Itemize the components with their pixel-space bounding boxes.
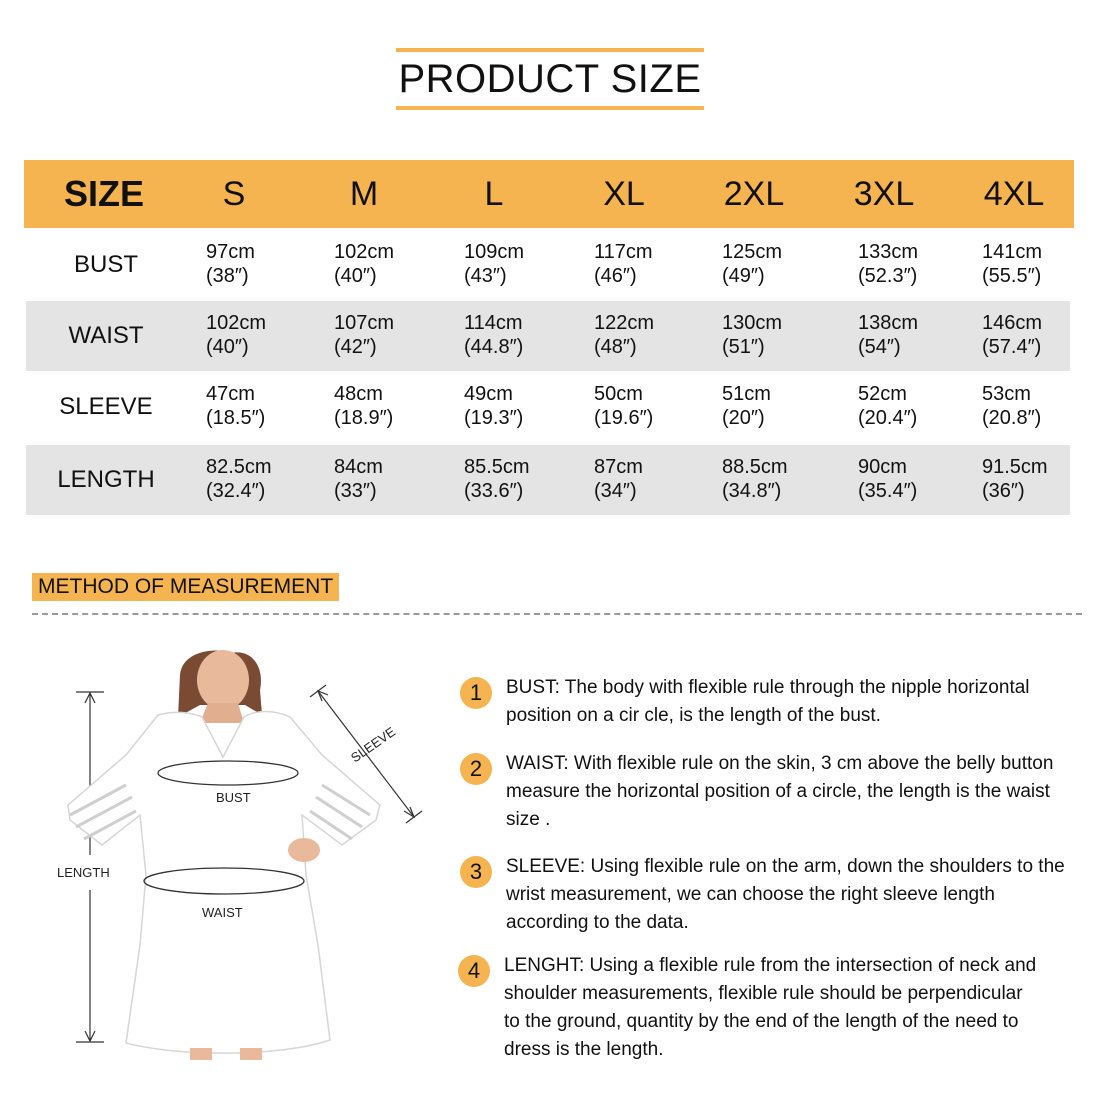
step-4-badge: 4 [458,955,490,987]
step-1-text: BUST: The body with flexible rule through the nipple horizontal position on a cir cle, is the length of the bust. [506,677,1030,726]
cell-cm: 117cm [594,241,653,263]
table-cell [464,240,584,288]
table-cell [334,240,454,288]
cell-inch: (55.5″) [982,265,1042,287]
step-4-text: LENGHT: Using a flexible rule from the intersection of neck and shoulder measurements, flexible rule should be perpendicular to the ground, quantity by the end of the length of the need to dress is the length. [504,955,1037,1060]
cell-cm: 51cm [722,383,771,405]
header-3xl: 3XL [853,175,915,213]
title-rule-top [396,48,704,52]
dress-illustration [40,645,440,1065]
table-row-bust [26,230,1070,300]
cell-inch: (33.6″) [464,480,524,502]
cell-inch: (34.8″) [722,480,782,502]
header-size: SIZE [63,173,144,214]
page-title: PRODUCT SIZE [398,57,702,101]
cell-inch: (52.3″) [858,265,918,287]
cell-inch: (57.4″) [982,336,1042,358]
cell-inch: (19.6″) [594,407,654,429]
table-cell [206,455,326,503]
header-s: S [222,175,246,213]
cell-inch: (18.9″) [334,407,394,429]
cell-inch: (20″) [722,407,765,429]
table-cell [334,311,454,359]
table-row-waist [26,301,1070,371]
table-cell [858,455,978,503]
table-cell [982,311,1100,359]
header-m: M [349,175,379,213]
step-1-badge: 1 [460,677,492,709]
header-4xl: 4XL [983,175,1045,213]
cell-inch: (18.5″) [206,407,266,429]
cell-inch: (40″) [206,336,249,358]
cell-cm: 102cm [206,312,267,334]
cell-cm: 138cm [858,312,919,334]
cell-cm: 49cm [464,383,513,405]
table-row-sleeve [26,372,1070,442]
cell-cm: 130cm [722,312,783,334]
cell-inch: (44.8″) [464,336,524,358]
cell-inch: (19.3″) [464,407,524,429]
table-cell [858,311,978,359]
header-l: L [484,175,504,213]
table-cell [594,240,714,288]
table-cell [594,455,714,503]
table-cell [858,382,978,430]
cell-inch: (34″) [594,480,637,502]
cell-inch: (36″) [982,480,1025,502]
row-label: SLEEVE [59,393,153,420]
table-cell [982,455,1100,503]
step-3-badge: 3 [460,856,492,888]
cell-inch: (40″) [334,265,377,287]
table-cell [206,311,326,359]
title-block [396,48,704,110]
table-cell [722,382,842,430]
header-xl: XL [603,175,645,213]
cell-cm: 114cm [464,312,523,334]
table-cell [722,455,842,503]
title-rule-bottom [396,106,704,110]
figure-label-waist: WAIST [202,905,243,920]
cell-inch: (35.4″) [858,480,918,502]
cell-cm: 87cm [594,456,643,478]
table-cell [464,455,584,503]
cell-inch: (54″) [858,336,901,358]
cell-inch: (33″) [334,480,377,502]
cell-cm: 122cm [594,312,655,334]
cell-cm: 50cm [594,383,643,405]
table-cell [334,382,454,430]
cell-cm: 97cm [206,241,255,263]
table-row-length [26,445,1070,515]
cell-cm: 48cm [334,383,383,405]
cell-inch: (20.4″) [858,407,918,429]
table-cell [334,455,454,503]
table-cell [464,382,584,430]
figure-label-bust: BUST [216,790,251,805]
row-label: BUST [73,251,138,278]
size-table-header [24,160,1074,228]
step-2-badge: 2 [460,753,492,785]
cell-inch: (46″) [594,265,637,287]
table-cell [982,240,1100,288]
cell-cm: 91.5cm [982,456,1048,478]
table-cell [206,382,326,430]
step-3-text: SLEEVE: Using flexible rule on the arm, down the shoulders to the wrist measurement, we can choose the right sleeve length according to the data. [506,856,1065,933]
cell-cm: 88.5cm [722,456,788,478]
cell-cm: 125cm [722,241,783,263]
cell-cm: 107cm [334,312,395,334]
cell-cm: 133cm [858,241,919,263]
measurement-figure [40,645,440,1065]
step-2-text: WAIST: With flexible rule on the skin, 3 cm above the belly button measure the horizontal position of a circle, the length is the waist size . [506,753,1054,830]
table-cell [982,382,1100,430]
cell-inch: (42″) [334,336,377,358]
figure-label-length: LENGTH [57,865,110,880]
cell-cm: 85.5cm [464,456,530,478]
cell-cm: 141cm [982,241,1043,263]
table-cell [464,311,584,359]
cell-inch: (51″) [722,336,765,358]
cell-cm: 102cm [334,241,395,263]
row-label: WAIST [68,322,144,349]
cell-cm: 109cm [464,241,525,263]
cell-cm: 53cm [982,383,1031,405]
cell-cm: 52cm [858,383,907,405]
table-cell [722,311,842,359]
cell-cm: 90cm [858,456,907,478]
cell-inch: (20.8″) [982,407,1042,429]
cell-inch: (48″) [594,336,637,358]
cell-inch: (43″) [464,265,507,287]
cell-inch: (49″) [722,265,765,287]
table-cell [722,240,842,288]
cell-inch: (38″) [206,265,249,287]
cell-cm: 47cm [206,383,255,405]
cell-cm: 146cm [982,312,1043,334]
row-label: LENGTH [57,466,155,493]
table-cell [858,240,978,288]
table-cell [594,311,714,359]
cell-cm: 84cm [334,456,383,478]
cell-inch: (32.4″) [206,480,266,502]
header-2xl: 2XL [723,175,785,213]
dashed-divider [32,613,1082,615]
table-cell [594,382,714,430]
figure-label-sleeve: SLEEVE [348,723,399,766]
table-cell [206,240,326,288]
method-heading: METHOD OF MEASUREMENT [32,573,339,601]
cell-cm: 82.5cm [206,456,272,478]
